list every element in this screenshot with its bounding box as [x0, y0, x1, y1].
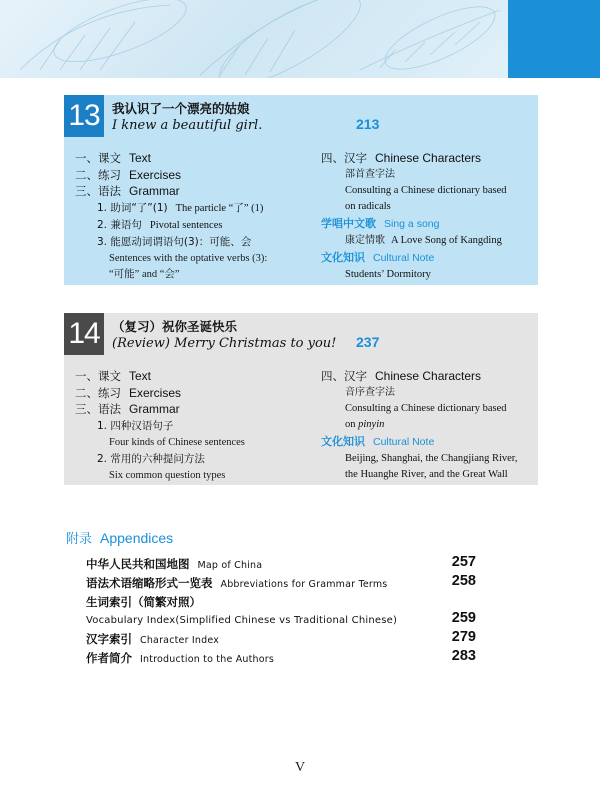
appendix-entry-character-index[interactable]: 汉字索引 Character Index 279 — [86, 629, 476, 646]
characters-method: 部首查字法 — [345, 168, 395, 180]
toc-entry-exercises[interactable]: 二、练习 Exercises — [75, 167, 182, 182]
lesson-page-number[interactable]: 213 — [356, 116, 380, 132]
toc-entry-characters[interactable]: 四、汉字 Chinese Characters — [321, 151, 482, 165]
grammar-note: Four kinds of Chinese sentences — [109, 436, 245, 448]
grammar-note: Sentences with the optative verbs (3): — [109, 252, 268, 264]
culture-title: the Huanghe River, and the Great Wall — [345, 468, 508, 480]
toc-entry-characters[interactable]: 四、汉字 Chinese Characters — [321, 369, 482, 383]
appendices-heading: 附录 Appendices — [66, 530, 174, 547]
lesson-contents-right — [321, 368, 536, 483]
toc-entry-grammar[interactable]: 三、语法 Grammar — [75, 402, 180, 416]
grammar-item: 1. 四种汉语句子 — [97, 419, 174, 432]
header-banner — [0, 0, 600, 78]
appendix-entry-authors[interactable]: 作者简介 Introduction to the Authors 283 — [86, 648, 476, 665]
lesson-number-badge: 13 — [64, 95, 104, 137]
lesson-14-panel — [64, 313, 538, 485]
grammar-note: Six common question types — [109, 469, 226, 481]
lesson-title-chinese: （复习）祝你圣诞快乐 — [112, 319, 238, 334]
lesson-contents-right — [321, 150, 536, 283]
song-title: 康定情歌 A Love Song of Kangding — [345, 234, 502, 246]
grammar-note: “可能” and “会” — [109, 268, 180, 280]
appendix-entry-vocabulary[interactable]: Vocabulary Index(Simplified Chinese vs Traditional Chinese) 259 — [86, 610, 476, 626]
header-accent-block — [508, 0, 600, 78]
lesson-number-badge: 14 — [64, 313, 104, 355]
grammar-item: 2. 兼语句 Pivotal sentences — [97, 218, 223, 231]
characters-method: 音序查字法 — [345, 386, 395, 398]
toc-entry-song[interactable]: 学唱中文歌 Sing a song — [321, 216, 440, 230]
lesson-contents-left — [75, 368, 315, 484]
characters-description: Consulting a Chinese dictionary based — [345, 402, 507, 414]
lesson-13-panel — [64, 95, 538, 285]
grammar-item: 1. 助词“了”(1) The particle “了” (1) — [97, 201, 264, 214]
lesson-title-english: (Review) Merry Christmas to you! — [112, 336, 337, 351]
toc-entry-text[interactable]: 一、课文 Text — [75, 151, 152, 165]
characters-description: on pinyin — [345, 418, 385, 430]
toc-entry-exercises[interactable]: 二、练习 Exercises — [75, 385, 182, 400]
lesson-contents-left — [75, 150, 315, 283]
lesson-page-number[interactable]: 237 — [356, 334, 380, 350]
toc-entry-culture[interactable]: 文化知识 Cultural Note — [321, 434, 435, 448]
toc-entry-text[interactable]: 一、课文 Text — [75, 369, 152, 383]
grammar-item: 2. 常用的六种提问方法 — [97, 452, 205, 465]
appendix-entry-vocabulary-title[interactable]: 生词索引（简繁对照） — [86, 595, 201, 609]
characters-description: Consulting a Chinese dictionary based — [345, 184, 507, 196]
culture-title: Students’ Dormitory — [345, 268, 431, 280]
lesson-title-chinese: 我认识了一个漂亮的姑娘 — [112, 101, 250, 116]
toc-entry-culture[interactable]: 文化知识 Cultural Note — [321, 250, 435, 264]
lesson-title-english: I knew a beautiful girl. — [112, 118, 263, 133]
culture-title: Beijing, Shanghai, the Changjiang River, — [345, 452, 518, 464]
appendix-entry-abbreviations[interactable]: 语法术语缩略形式一览表 Abbreviations for Grammar Terms 258 — [86, 573, 476, 590]
appendix-entry-map[interactable]: 中华人民共和国地图 Map of China 257 — [86, 554, 476, 571]
page-folio: V — [294, 760, 306, 775]
characters-description: on radicals — [345, 200, 391, 212]
grammar-item: 3. 能愿动词谓语句(3)：可能、会 — [97, 235, 252, 248]
toc-entry-grammar[interactable]: 三、语法 Grammar — [75, 184, 180, 198]
